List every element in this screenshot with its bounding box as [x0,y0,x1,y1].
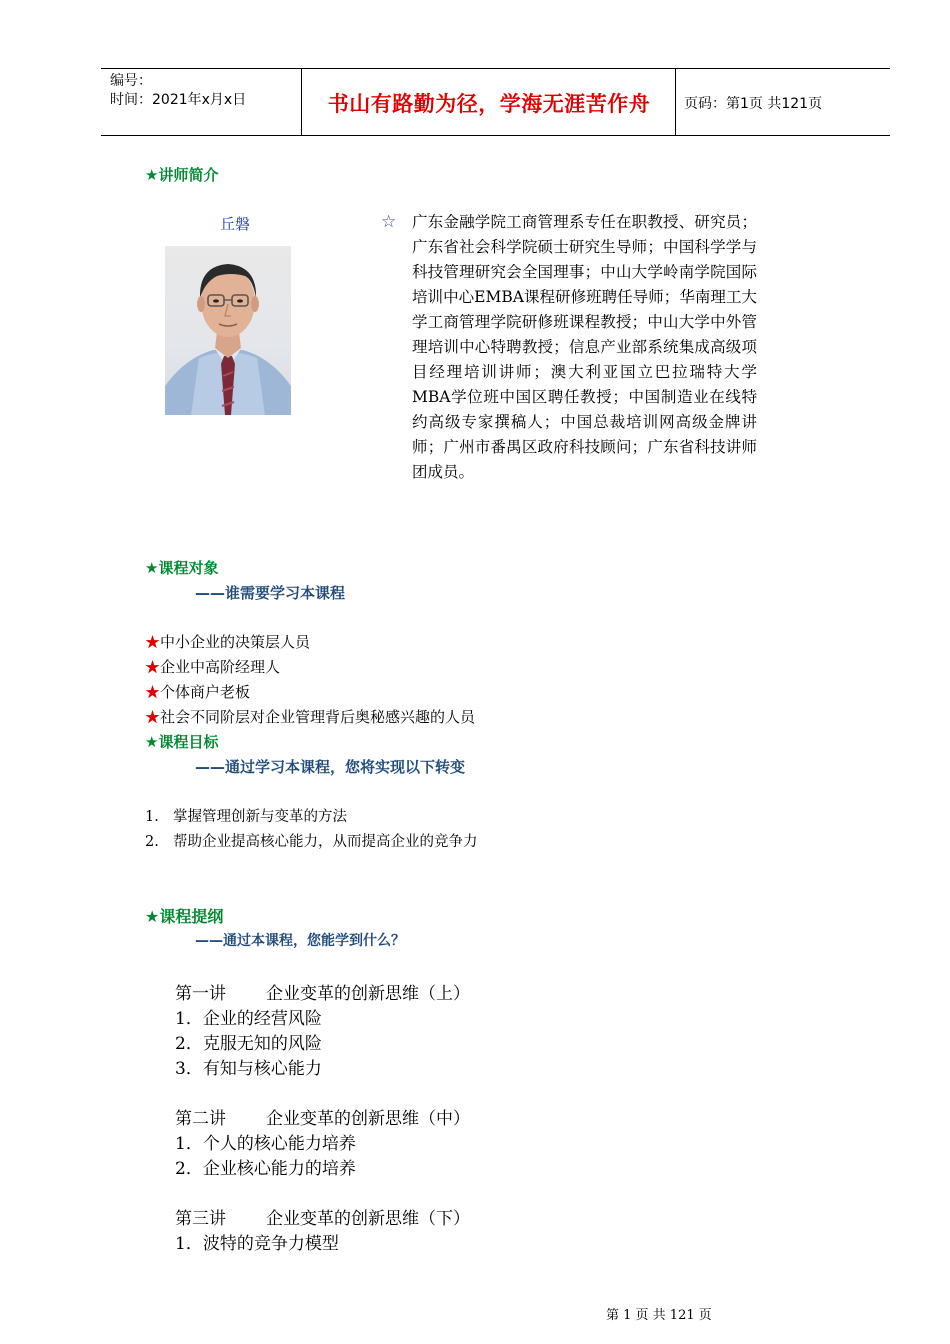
lecture-point: 1．企业的经营风险 [175,1009,322,1029]
lecture-point: 3．有知与核心能力 [175,1059,322,1079]
audience-section-title: ★课程对象 [145,559,219,577]
audience-subtitle: ——谁需要学习本课程 [195,584,346,602]
outline-section-title: ★课程提纲 [145,907,224,926]
red-star-icon: ★ [145,708,161,726]
goal-item: 2. 帮助企业提高核心能力，从而提高企业的竞争力 [145,834,478,850]
lecture-heading: 第二讲 企业变革的创新思维（中） [175,1109,470,1129]
header-meta [110,72,246,110]
header-divider-left [301,69,302,136]
header-number-label: 编号： [110,73,152,89]
header-bottom-rule [101,135,890,136]
audience-item: ★企业中高阶经理人 [145,658,281,676]
outline-subtitle: ——通过本课程，您能学到什么？ [195,933,405,949]
lecture-point: 1．个人的核心能力培养 [175,1134,356,1154]
goal-item: 1. 掌握管理创新与变革的方法 [145,809,347,825]
lecture-heading: 第一讲 企业变革的创新思维（上） [175,984,470,1004]
audience-item: ★中小企业的决策层人员 [145,633,311,651]
instructor-bio: 广东金融学院工商管理系专任在职教授、研究员；广东省社会科学院硕士研究生导师；中国科学学与科技管理研究会全国理事；中山大学岭南学院国际培训中心EMBA课程研修班聘任导师；华南理工大学工商管理学院研修班课程教授；中山大学中外管理培训中心特聘教授；信息产业部系统集成高级项目经理培训讲师；澳大利亚国立巴拉瑞特大学MBA学位班中国区聘任教授；中国制造业在线特约高级专家撰稿人；中国总裁培训网高级金牌讲师；广州市番禺区政府科技顾问；广东省科技讲师团成员。 [412,213,757,481]
footer-page-number: 第 1 页 共 121 页 [606,1308,712,1323]
header-motto: 书山有路勤为径，学海无涯苦作舟 [327,92,651,116]
goals-subtitle: ——通过学习本课程，您将实现以下转变 [195,758,466,776]
header-top-rule [101,68,890,69]
header-time-label: 时间：2021年x月x日 [110,92,247,108]
header-page-label: 页码：第1页 共121页 [684,96,823,112]
instructor-portrait-graphic [165,246,291,415]
audience-item: ★个体商户老板 [145,683,251,701]
header-divider-right [675,69,676,136]
red-star-icon: ★ [145,683,161,701]
lecture-point: 2．克服无知的风险 [175,1034,322,1054]
red-star-icon: ★ [145,633,161,651]
bio-star-icon: ☆ [381,212,397,232]
red-star-icon: ★ [145,658,161,676]
lecture-point: 2．企业核心能力的培养 [175,1159,356,1179]
instructor-section-title: ★讲师简介 [145,166,219,184]
lecture-heading: 第三讲 企业变革的创新思维（下） [175,1209,470,1229]
goals-section-title: ★课程目标 [145,733,219,751]
instructor-photo [165,246,291,415]
instructor-name: 丘磐 [220,215,251,233]
audience-item: ★社会不同阶层对企业管理背后奥秘感兴趣的人员 [145,708,476,726]
lecture-point: 1．波特的竞争力模型 [175,1234,339,1254]
